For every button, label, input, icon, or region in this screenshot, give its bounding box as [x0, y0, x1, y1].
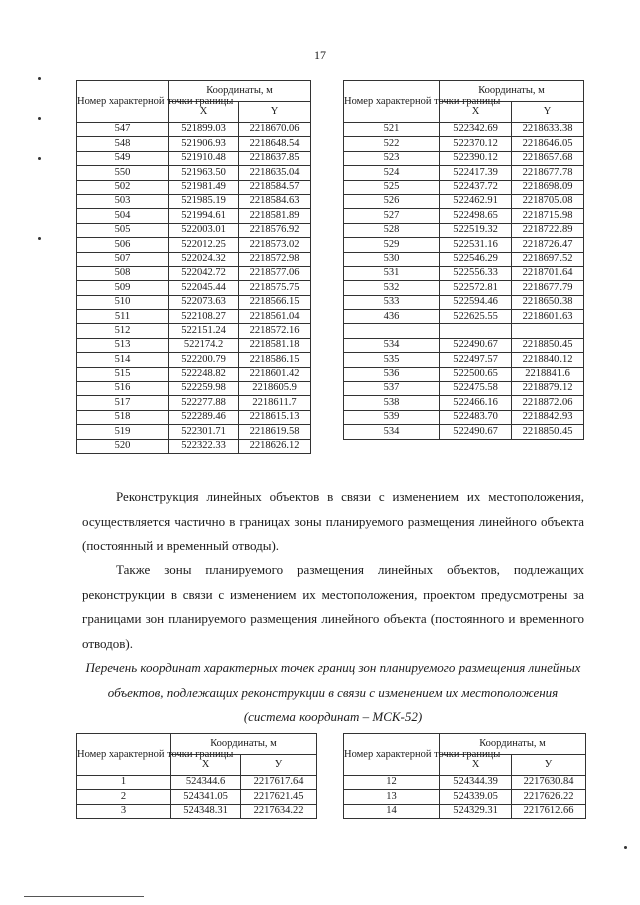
col-header-point-number: Номер характерной точки границы [344, 81, 440, 123]
cell-point-number: 528 [344, 223, 440, 237]
table-row [344, 166, 584, 180]
col-header-point-number: Номер характерной точки границы [77, 81, 169, 123]
table-row [344, 367, 584, 381]
table-row [344, 382, 584, 396]
cell-x: 522073.63 [169, 295, 239, 309]
cell-x: 522042.72 [169, 266, 239, 280]
table-row [344, 353, 584, 367]
cell-y: 2218850.45 [512, 338, 584, 352]
coords-table-bottom-right [343, 733, 586, 819]
cell-point-number: 13 [344, 790, 440, 804]
table-row [344, 209, 584, 223]
cell-y: 2218879.12 [512, 382, 584, 396]
col-header-y: Y [239, 102, 311, 123]
cell-x: 522200.79 [169, 353, 239, 367]
cell-x: 522475.58 [440, 382, 512, 396]
col-header-coordinates: Координаты, м [169, 81, 311, 102]
cell-point-number: 14 [344, 804, 440, 818]
cell-point-number: 530 [344, 252, 440, 266]
cell-point-number: 532 [344, 281, 440, 295]
cell-x: 522370.12 [440, 137, 512, 151]
cell-point-number: 12 [344, 776, 440, 790]
cell-y: 2218605.9 [239, 382, 311, 396]
cell-y: 2218850.45 [512, 425, 584, 439]
cell-x: 522045.44 [169, 281, 239, 295]
page-number: 17 [314, 48, 326, 62]
cell-x: 522519.32 [440, 223, 512, 237]
table-row [344, 425, 584, 439]
coords-table-top-left [76, 80, 311, 454]
table-row [344, 790, 586, 804]
cell-x: 524344.39 [440, 776, 512, 790]
cell-x: 524329.31 [440, 804, 512, 818]
paragraph-zones: Также зоны планируемого размещения линейных объектов, подлежащих реконструкции в связи с изменением их местоположения, проектом предусмотрены за границами зон планируемого размещения линейного объекта (постоянного и временного отводов). [82, 562, 584, 651]
cell-y: 2218637.85 [239, 151, 311, 165]
cell-x: 524339.05 [440, 790, 512, 804]
cell-y: 2218648.54 [239, 137, 311, 151]
cell-point-number: 517 [77, 396, 169, 410]
table-row [344, 123, 584, 137]
cell-point-number: 506 [77, 238, 169, 252]
cell-x: 522342.69 [440, 123, 512, 137]
cell-point-number: 548 [77, 137, 169, 151]
cell-point-number: 523 [344, 151, 440, 165]
cell-y: 2218650.38 [512, 295, 584, 309]
cell-point-number: 531 [344, 266, 440, 280]
cell-x: 522572.81 [440, 281, 512, 295]
cell-x: 522594.46 [440, 295, 512, 309]
cell-x: 522012.25 [169, 238, 239, 252]
table-row [344, 338, 584, 352]
cell-point-number: 537 [344, 382, 440, 396]
cell-y: 2218677.78 [512, 166, 584, 180]
cell-y: 2217612.66 [512, 804, 586, 818]
cell-y: 2218705.08 [512, 194, 584, 208]
cell-x [440, 324, 512, 338]
table-row [77, 180, 311, 194]
table-row [77, 425, 311, 439]
table-row [344, 295, 584, 309]
cell-x: 522483.70 [440, 410, 512, 424]
cell-point-number: 538 [344, 396, 440, 410]
table-row [77, 353, 311, 367]
cell-point-number: 513 [77, 338, 169, 352]
table-row [344, 281, 584, 295]
cell-y: 2218872.06 [512, 396, 584, 410]
cell-point-number: 436 [344, 310, 440, 324]
cell-point-number: 508 [77, 266, 169, 280]
cell-y: 2218576.92 [239, 223, 311, 237]
cell-point-number: 534 [344, 338, 440, 352]
table-row [344, 137, 584, 151]
cell-point-number: 527 [344, 209, 440, 223]
cell-x: 522248.82 [169, 367, 239, 381]
cell-x: 522322.33 [169, 439, 239, 453]
table-row [77, 310, 311, 324]
cell-point-number: 512 [77, 324, 169, 338]
cell-x: 522108.27 [169, 310, 239, 324]
cell-x: 522289.46 [169, 410, 239, 424]
cell-y: 2218842.93 [512, 410, 584, 424]
cell-y: 2218584.57 [239, 180, 311, 194]
cell-x: 522497.57 [440, 353, 512, 367]
cell-y: 2218677.79 [512, 281, 584, 295]
cell-point-number: 511 [77, 310, 169, 324]
cell-y: 2218646.05 [512, 137, 584, 151]
margin-dot [38, 117, 41, 120]
table-row [77, 194, 311, 208]
cell-x: 522490.67 [440, 338, 512, 352]
cell-x: 521906.93 [169, 137, 239, 151]
cell-point-number: 514 [77, 353, 169, 367]
cell-point-number: 533 [344, 295, 440, 309]
cell-x: 522462.91 [440, 194, 512, 208]
margin-dot [38, 77, 41, 80]
cell-x: 522151.24 [169, 324, 239, 338]
cell-y: 2218840.12 [512, 353, 584, 367]
table-row [344, 410, 584, 424]
cell-x: 522390.12 [440, 151, 512, 165]
cell-point-number: 525 [344, 180, 440, 194]
col-header-x: X [440, 102, 512, 123]
cell-y: 2218581.18 [239, 338, 311, 352]
cell-point-number: 519 [77, 425, 169, 439]
cell-point-number: 504 [77, 209, 169, 223]
table-row [344, 180, 584, 194]
cell-point-number: 520 [77, 439, 169, 453]
table-row [77, 281, 311, 295]
col-header-coordinates: Координаты, м [171, 734, 317, 755]
cell-y: 2217634.22 [241, 804, 317, 818]
table-row [344, 266, 584, 280]
coordinates-list-title: Перечень координат характерных точек границ зон планируемого размещения линейных объектов, подлежащих реконструкции в связи с изменением их местоположения (система координат – МСК-52) [85, 660, 581, 724]
cell-point-number: 509 [77, 281, 169, 295]
cell-point-number: 536 [344, 367, 440, 381]
cell-x: 522500.65 [440, 367, 512, 381]
cell-x: 521910.48 [169, 151, 239, 165]
cell-point-number: 549 [77, 151, 169, 165]
cell-point-number: 529 [344, 238, 440, 252]
cell-x: 521985.19 [169, 194, 239, 208]
cell-y: 2217630.84 [512, 776, 586, 790]
cell-point-number: 502 [77, 180, 169, 194]
table-row [344, 776, 586, 790]
col-header-y: Y [512, 102, 584, 123]
col-header-point-number: Номер характерной точки границы [77, 734, 171, 776]
cell-x: 524344.6 [171, 776, 241, 790]
cell-x: 522556.33 [440, 266, 512, 280]
cell-y: 2218698.09 [512, 180, 584, 194]
cell-y: 2218626.12 [239, 439, 311, 453]
cell-y: 2218619.58 [239, 425, 311, 439]
cell-x: 521899.03 [169, 123, 239, 137]
table-row [77, 238, 311, 252]
cell-point-number: 505 [77, 223, 169, 237]
table-row [77, 123, 311, 137]
cell-y: 2218572.98 [239, 252, 311, 266]
table-row [344, 151, 584, 165]
cell-y: 2218701.64 [512, 266, 584, 280]
cell-y: 2218697.52 [512, 252, 584, 266]
col-header-point-number: Номер характерной точки границы [344, 734, 440, 776]
cell-point-number: 516 [77, 382, 169, 396]
cell-x: 522546.29 [440, 252, 512, 266]
cell-x: 521963.50 [169, 166, 239, 180]
cell-y: 2218715.98 [512, 209, 584, 223]
cell-point-number: 524 [344, 166, 440, 180]
table-row [77, 410, 311, 424]
cell-y: 2218670.06 [239, 123, 311, 137]
cell-point-number: 503 [77, 194, 169, 208]
cell-x: 522301.71 [169, 425, 239, 439]
cell-x: 522417.39 [440, 166, 512, 180]
cell-point-number: 526 [344, 194, 440, 208]
table-row [77, 252, 311, 266]
col-header-y: У [241, 755, 317, 776]
cell-y: 2218726.47 [512, 238, 584, 252]
col-header-x: X [440, 755, 512, 776]
table-row [77, 266, 311, 280]
cell-y: 2218581.89 [239, 209, 311, 223]
cell-point-number: 518 [77, 410, 169, 424]
cell-x: 522174.2 [169, 338, 239, 352]
cell-point-number: 522 [344, 137, 440, 151]
margin-dot [624, 846, 627, 849]
cell-x: 524348.31 [171, 804, 241, 818]
col-header-y: У [512, 755, 586, 776]
table-row [77, 137, 311, 151]
cell-x: 522024.32 [169, 252, 239, 266]
cell-point-number: 3 [77, 804, 171, 818]
cell-y: 2218577.06 [239, 266, 311, 280]
cell-x: 521981.49 [169, 180, 239, 194]
cell-y: 2218601.42 [239, 367, 311, 381]
cell-y: 2218635.04 [239, 166, 311, 180]
table-row [77, 367, 311, 381]
cell-y: 2218572.16 [239, 324, 311, 338]
cell-x: 522625.55 [440, 310, 512, 324]
cell-x: 522531.16 [440, 238, 512, 252]
cell-point-number: 547 [77, 123, 169, 137]
table-row [77, 338, 311, 352]
cell-y: 2218601.63 [512, 310, 584, 324]
cell-point-number: 521 [344, 123, 440, 137]
table-row [344, 194, 584, 208]
table-row [344, 252, 584, 266]
margin-dot [38, 237, 41, 240]
col-header-x: X [171, 755, 241, 776]
cell-point-number: 507 [77, 252, 169, 266]
col-header-coordinates: Координаты, м [440, 734, 586, 755]
cell-y: 2218611.7 [239, 396, 311, 410]
cell-x: 522003.01 [169, 223, 239, 237]
table-row [77, 166, 311, 180]
table-row [77, 396, 311, 410]
coords-table-bottom-left [76, 733, 317, 819]
cell-y: 2218561.04 [239, 310, 311, 324]
cell-x: 522466.16 [440, 396, 512, 410]
margin-dot [38, 157, 41, 160]
table-row [77, 295, 311, 309]
cell-point-number: 539 [344, 410, 440, 424]
col-header-coordinates: Координаты, м [440, 81, 584, 102]
table-row [344, 238, 584, 252]
cell-y: 2218566.15 [239, 295, 311, 309]
cell-x: 522490.67 [440, 425, 512, 439]
paragraph-reconstruction: Реконструкция линейных объектов в связи с изменением их местоположения, осуществляется частично в границах зоны планируемого размещения линейного объекта (постоянный и временный отводы). [82, 489, 584, 553]
cell-y [512, 324, 584, 338]
cell-y: 2218722.89 [512, 223, 584, 237]
cell-y: 2217626.22 [512, 790, 586, 804]
cell-y: 2218573.02 [239, 238, 311, 252]
table-row [344, 324, 584, 338]
table-row [77, 439, 311, 453]
cell-x: 522259.98 [169, 382, 239, 396]
cell-y: 2217617.64 [241, 776, 317, 790]
cell-y: 2218841.6 [512, 367, 584, 381]
cell-y: 2217621.45 [241, 790, 317, 804]
cell-x: 522498.65 [440, 209, 512, 223]
col-header-x: X [169, 102, 239, 123]
cell-point-number: 535 [344, 353, 440, 367]
table-row [344, 804, 586, 818]
table-row [344, 396, 584, 410]
table-row [77, 151, 311, 165]
cell-point-number: 2 [77, 790, 171, 804]
cell-y: 2218657.68 [512, 151, 584, 165]
cell-x: 521994.61 [169, 209, 239, 223]
cell-x: 524341.05 [171, 790, 241, 804]
cell-point-number: 515 [77, 367, 169, 381]
table-row [77, 776, 317, 790]
cell-y: 2218633.38 [512, 123, 584, 137]
cell-point-number: 510 [77, 295, 169, 309]
cell-y: 2218615.13 [239, 410, 311, 424]
cell-y: 2218586.15 [239, 353, 311, 367]
table-row [77, 790, 317, 804]
footer-rule [24, 896, 144, 897]
table-row [77, 804, 317, 818]
table-row [344, 223, 584, 237]
table-row [77, 324, 311, 338]
cell-y: 2218575.75 [239, 281, 311, 295]
cell-point-number: 534 [344, 425, 440, 439]
table-row [344, 310, 584, 324]
cell-point-number [344, 324, 440, 338]
table-row [77, 209, 311, 223]
cell-y: 2218584.63 [239, 194, 311, 208]
table-row [77, 223, 311, 237]
cell-point-number: 1 [77, 776, 171, 790]
table-row [77, 382, 311, 396]
cell-point-number: 550 [77, 166, 169, 180]
cell-x: 522277.88 [169, 396, 239, 410]
cell-x: 522437.72 [440, 180, 512, 194]
coords-table-top-right [343, 80, 584, 440]
